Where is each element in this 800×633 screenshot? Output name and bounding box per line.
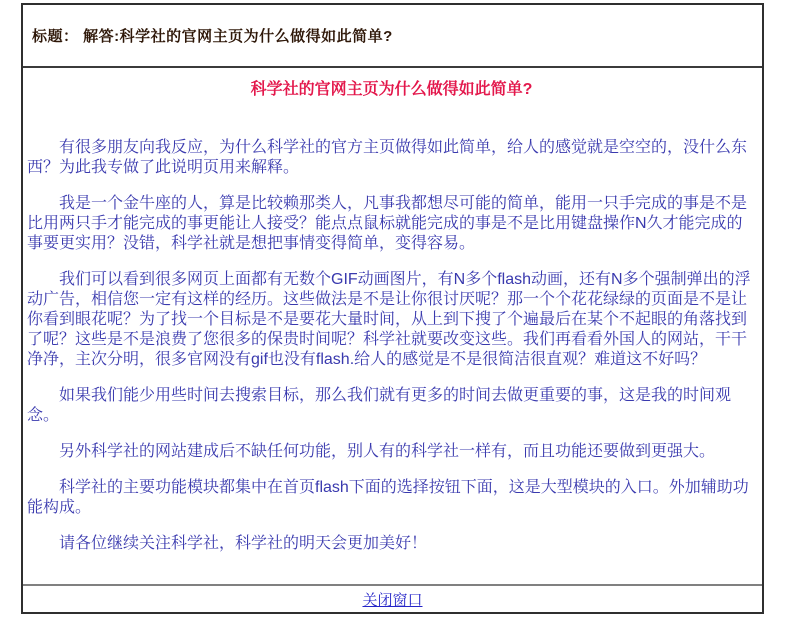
article-paragraph: 我是一个金牛座的人，算是比较赖那类人，凡事我都想尽可能的简单，能用一只手完成的事是不是比用两只手才能完成的事更能让人接受？能点点鼠标就能完成的事是不是比用键盘操作N久才能完成的事要更实用？没错，科学社就是想把事情变得简单，变得容易。 <box>27 195 748 252</box>
article-paragraph: 另外科学社的网站建成后不缺任何功能，别人有的科学社一样有，而且功能还要做到更强大。 <box>59 443 716 460</box>
article-paragraph: 请各位继续关注科学社，科学社的明天会更加美好！ <box>59 535 428 552</box>
article-heading: 科学社的官网主页为什么做得如此简单? <box>250 81 533 98</box>
article-paragraph: 如果我们能少用些时间去搜索目标，那么我们就有更多的时间去做更重要的事，这是我的时间观念。 <box>27 387 732 424</box>
message-window <box>21 3 764 614</box>
window-header <box>23 5 762 68</box>
article-body <box>23 68 762 584</box>
window-title: 标题： 解答:科学社的官网主页为什么做得如此简单? <box>32 28 393 45</box>
window-footer <box>23 584 762 612</box>
close-window-link[interactable]: 关闭窗口 <box>362 591 423 609</box>
article-paragraph: 我们可以看到很多网页上面都有无数个GIF动画图片，有N多个flash动画，还有N多个强制弹出的浮动广告，相信您一定有这样的经历。这些做法是不是让你很讨厌呢？那一个个花花绿绿的页面是不是让你看到眼花呢？为了找一个目标是不是要花大量时间，从上到下搜了个遍最后在某个不起眼的角落找到了呢？这些是不是浪费了您很多的保贵时间呢？科学社就要改变这些。我们再看看外国人的网站，干干净净，主次分明，很多官网没有gif也没有flash.给人的感觉是不是很简洁很直观？难道这不好吗？ <box>27 271 751 368</box>
article-paragraph: 有很多朋友向我反应，为什么科学社的官方主页做得如此简单，给人的感觉就是空空的，没什么东西？为此我专做了此说明页用来解释。 <box>27 139 748 176</box>
article-paragraph: 科学社的主要功能模块都集中在首页flash下面的选择按钮下面，这是大型模块的入口。外加辅助功能构成。 <box>27 479 749 516</box>
article-paragraphs <box>27 138 756 554</box>
